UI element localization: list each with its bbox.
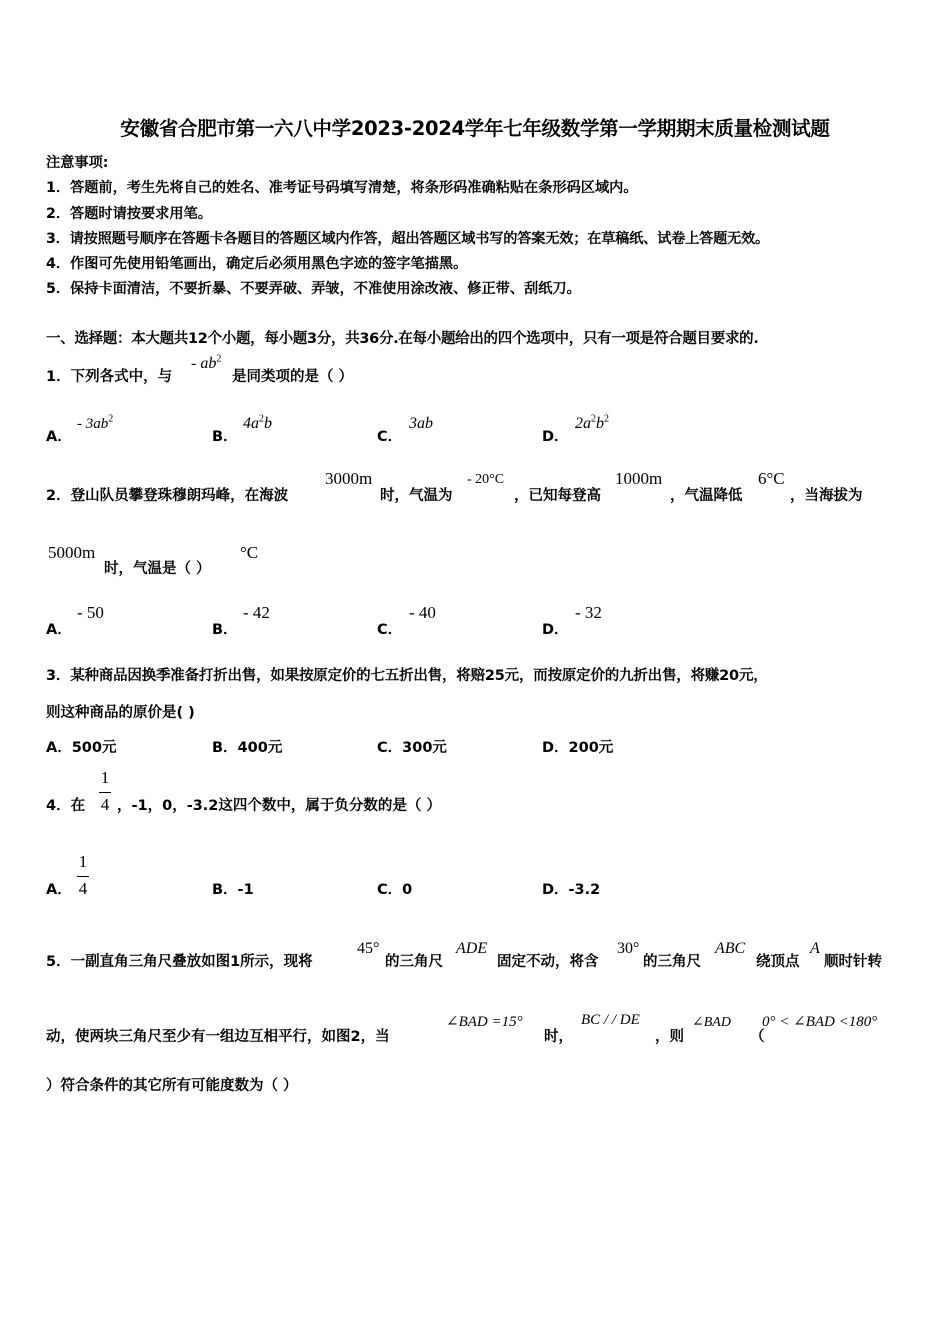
- q1-option-b-label: B．: [212, 429, 238, 445]
- q5-triangle-abc: ABC: [715, 940, 746, 957]
- q5-angle-range: 0° < ∠BAD <180°: [762, 1014, 878, 1030]
- q3-option-b[interactable]: B．400元: [212, 740, 283, 756]
- question-5-part: 固定不动，将含: [497, 954, 599, 970]
- q4-option-c[interactable]: C．0: [377, 882, 413, 898]
- question-5-part: ，则: [655, 1029, 684, 1045]
- question-5-part: ）符合条件的其它所有可能度数为（ ）: [46, 1078, 298, 1094]
- q4-fraction-numerator: 1: [100, 768, 110, 787]
- q1-option-d-label: D．: [542, 429, 569, 445]
- question-5-part: 动，使两块三角尺至少有一组边互相平行，如图2，当: [46, 1029, 390, 1045]
- q2-option-a-label: A．: [46, 622, 72, 638]
- q2-option-b[interactable]: - 42: [243, 603, 270, 622]
- q2-altitude: 3000m: [325, 469, 373, 488]
- q1-option-a[interactable]: - $3ab^2$: [77, 413, 114, 432]
- notice-item: 3．请按照题号顺序在答题卡各题目的答题区域内作答，超出答题区域书写的答案无效；在草稿纸、试卷上答题无效。: [46, 231, 770, 247]
- q5-angle-30: 30°: [617, 940, 640, 957]
- q2-option-c[interactable]: - 40: [409, 603, 436, 622]
- q4-option-d[interactable]: D．-3.2: [542, 882, 601, 898]
- q1-option-c-label: C．: [377, 429, 403, 445]
- q3-option-a[interactable]: A．500元: [46, 740, 117, 756]
- question-2-part: ，当海拔为: [790, 488, 863, 504]
- q1-option-b[interactable]: $4a^2b$: [243, 413, 272, 432]
- q2-temperature: - 20°C: [467, 472, 505, 487]
- section-heading: 一、选择题：本大题共12个小题，每小题3分，共36分.在每小题给出的四个选项中，只有一项是符合题目要求的.: [46, 331, 759, 347]
- q1-option-c[interactable]: 3ab: [409, 415, 433, 432]
- q1-option-d[interactable]: $2a^2b^2$: [575, 413, 609, 432]
- question-2-part: ，已知每登高: [514, 488, 601, 504]
- question-2-part: 2．登山队员攀登珠穆朗玛峰，在海波: [46, 488, 289, 504]
- q3-option-d[interactable]: D．200元: [542, 740, 614, 756]
- q1-expression: - $ab^2$: [191, 353, 222, 372]
- question-5-part: 5．一副直角三角尺叠放如图1所示，现将: [46, 954, 313, 970]
- q4-option-a-denominator[interactable]: 4: [78, 879, 88, 898]
- q2-temperature-drop: 6°C: [758, 469, 785, 488]
- q4-option-a-fraction-bar: [77, 876, 89, 877]
- q2-option-c-label: C．: [377, 622, 403, 638]
- question-5-part: 的三角尺: [643, 954, 701, 970]
- q4-option-a-label: A．: [46, 882, 72, 898]
- page-title: 安徽省合肥市第一六八中学2023-2024学年七年级数学第一学期期末质量检测试题: [120, 117, 830, 140]
- question-2-part: 时，气温是（ ）: [104, 561, 211, 577]
- question-4-part: 4．在: [46, 798, 86, 814]
- q2-step-height: 1000m: [615, 469, 663, 488]
- q1-option-a-label: A．: [46, 429, 72, 445]
- question-5-part: 绕顶点: [756, 954, 800, 970]
- q4-fraction-bar: [99, 792, 111, 793]
- question-5-part: （: [750, 1029, 765, 1045]
- question-2-part: 时，气温为: [380, 488, 453, 504]
- notice-item: 5．保持卡面清洁，不要折暴、不要弄破、弄皱，不准使用涂改液、修正带、刮纸刀。: [46, 281, 581, 297]
- question-2-part: ，气温降低: [670, 488, 743, 504]
- q4-option-a-numerator[interactable]: 1: [78, 852, 88, 871]
- q4-option-b[interactable]: B．-1: [212, 882, 254, 898]
- q5-bc-parallel-de: BC / / DE: [581, 1012, 640, 1028]
- question-3: 3．某种商品因换季准备打折出售，如果按原定价的七五折出售，将赔25元，而按原定价的九折出售，将赚20元，: [46, 668, 768, 684]
- question-5-part: 时，: [544, 1029, 573, 1045]
- q2-unit: °C: [240, 543, 259, 562]
- notice-heading: 注意事项:: [46, 155, 109, 171]
- question-1: 1．下列各式中，与: [46, 369, 173, 385]
- q5-angle-bad-15: ∠BAD =15°: [446, 1014, 523, 1030]
- q4-fraction-denominator: 4: [100, 795, 110, 814]
- q2-option-a[interactable]: - 50: [77, 603, 104, 622]
- q3-option-c[interactable]: C．300元: [377, 740, 447, 756]
- q5-triangle-ade: ADE: [456, 940, 488, 957]
- question-5-part: 的三角尺: [385, 954, 443, 970]
- notice-item: 1．答题前，考生先将自己的姓名、准考证号码填写清楚，将条形码准确粘贴在条形码区域内。: [46, 180, 638, 196]
- q2-option-d-label: D．: [542, 622, 569, 638]
- question-3-line2: 则这种商品的原价是( ): [46, 705, 195, 721]
- question-5-part: 顺时针转: [824, 954, 882, 970]
- q2-option-d[interactable]: - 32: [575, 603, 602, 622]
- notice-item: 2．答题时请按要求用笔。: [46, 206, 212, 222]
- q5-angle-bad: ∠BAD: [692, 1015, 731, 1030]
- q5-angle-45: 45°: [357, 940, 380, 957]
- notice-item: 4．作图可先使用铅笔画出，确定后必须用黑色字迹的签字笔描黑。: [46, 256, 468, 272]
- q2-option-b-label: B．: [212, 622, 238, 638]
- q2-target-altitude: 5000m: [48, 543, 96, 562]
- question-4-part: ，-1，0，-3.2这四个数中，属于负分数的是（ ）: [117, 798, 441, 814]
- q5-vertex-a: A: [810, 940, 820, 957]
- q1-stem-end: 是同类项的是（ ）: [232, 369, 354, 385]
